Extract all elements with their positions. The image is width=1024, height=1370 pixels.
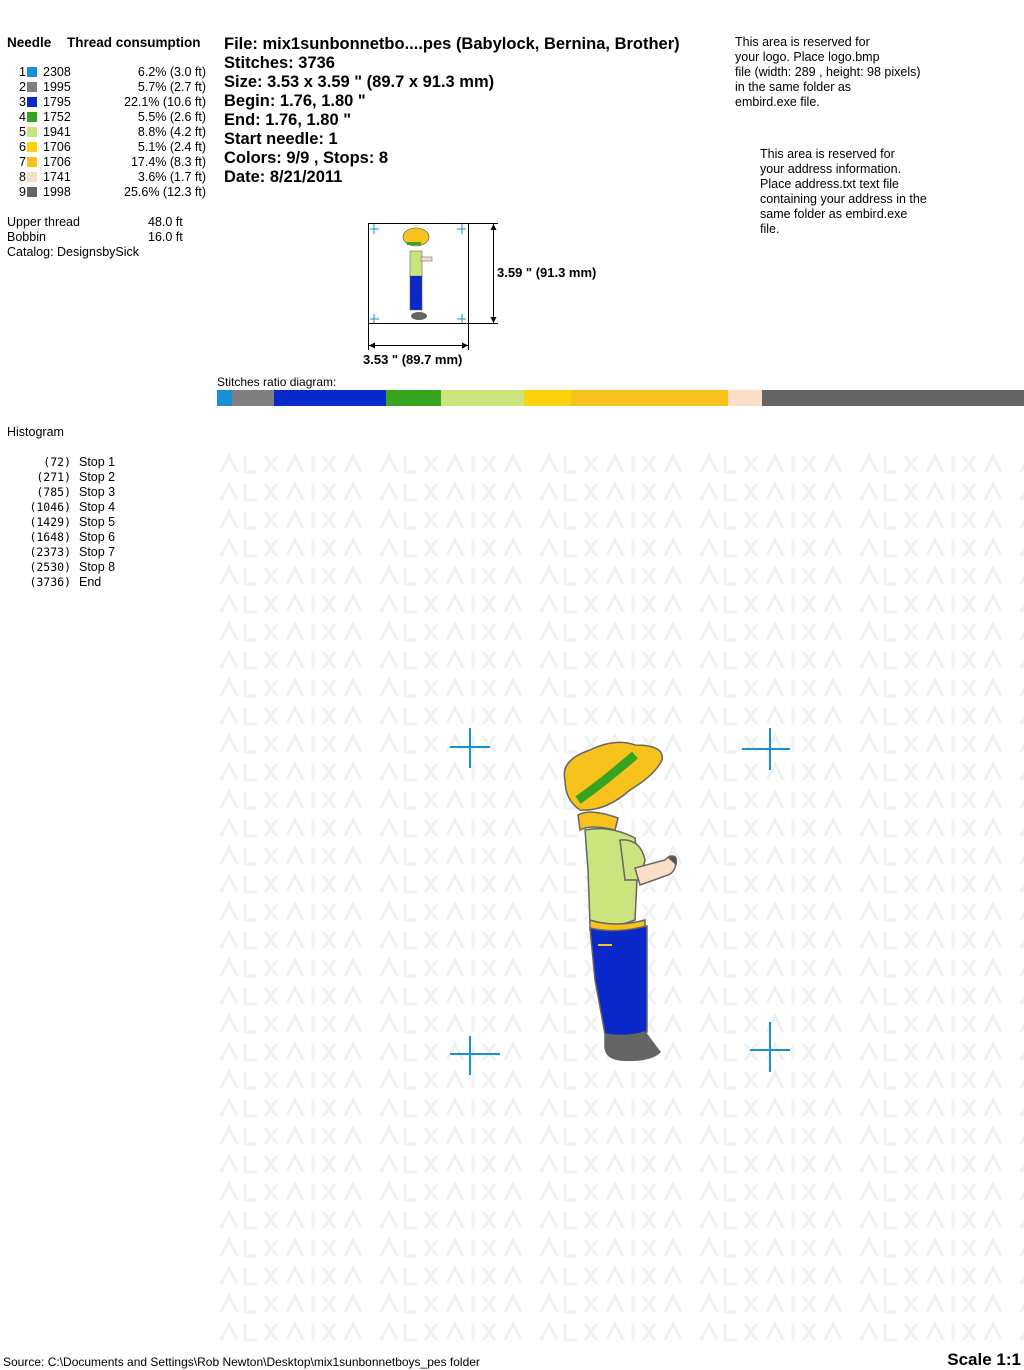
address-note-line: same folder as embird.exe	[760, 207, 908, 221]
needle-number: 5	[19, 125, 26, 139]
histogram-row	[7, 575, 207, 590]
ratio-segment	[386, 390, 442, 406]
stop-label: Stop 4	[79, 500, 116, 514]
source-path: Source: C:\Documents and Settings\Rob Newton\Desktop\mix1sunbonnetboys_pes folder	[3, 1355, 480, 1369]
logo-note-line: This area is reserved for	[735, 35, 870, 49]
address-note-line: Place address.txt text file	[760, 177, 899, 191]
address-note-line: This area is reserved for	[760, 147, 895, 161]
needle-header: Needle	[7, 35, 52, 50]
stop-label: Stop 5	[79, 515, 116, 529]
thread-consumption: 17.4% (8.3 ft)	[130, 155, 206, 169]
ratio-segment	[441, 390, 523, 406]
design-size: Size: 3.53 x 3.59 " (89.7 x 91.3 mm)	[224, 73, 495, 91]
ratio-segment	[571, 390, 728, 406]
thread-color-swatch	[27, 112, 37, 122]
needle-row	[7, 140, 212, 155]
needle-row	[7, 185, 212, 200]
ratio-diagram-label: Stitches ratio diagram:	[217, 375, 337, 389]
thread-consumption: 8.8% (4.2 ft)	[137, 125, 206, 139]
needle-number: 3	[19, 95, 26, 109]
histogram-row	[7, 560, 207, 575]
address-note	[760, 147, 927, 237]
needle-row	[7, 125, 212, 140]
thread-consumption: 25.6% (12.3 ft)	[124, 185, 206, 199]
thread-color-swatch	[27, 157, 37, 167]
logo-note-line: in the same folder as	[735, 80, 852, 94]
upper-thread-value: 48.0 ft	[148, 215, 183, 229]
thread-code: 2308	[43, 65, 71, 79]
thread-color-swatch	[27, 187, 37, 197]
logo-note	[735, 35, 921, 110]
file-name: File: mix1sunbonnetbo....pes (Babylock, Bernina, Brother)	[224, 35, 680, 53]
stitch-count-at-stop: (785)	[36, 485, 71, 499]
histogram-row	[7, 485, 207, 500]
address-note-line: containing your address in the	[760, 192, 927, 206]
stop-label: Stop 6	[79, 530, 116, 544]
stop-label: Stop 7	[79, 545, 116, 559]
histogram-row	[7, 545, 207, 560]
sunbonnet-boy-icon	[564, 742, 676, 1060]
histogram-row	[7, 530, 207, 545]
start-needle: Start needle: 1	[224, 130, 338, 148]
stitch-count-at-stop: (1046)	[29, 500, 71, 514]
needle-number: 1	[19, 65, 26, 79]
thread-code: 1998	[43, 185, 71, 199]
stitch-count-at-stop: (1648)	[29, 530, 71, 544]
thread-consumption: 5.7% (2.7 ft)	[137, 80, 206, 94]
logo-note-line: file (width: 289 , height: 98 pixels)	[735, 65, 921, 79]
design-preview	[440, 720, 810, 1090]
height-dimension: 3.59 " (91.3 mm)	[497, 265, 597, 280]
ratio-segment	[524, 390, 572, 406]
thread-code: 1706	[43, 155, 71, 169]
crosshair-icon	[450, 1036, 500, 1075]
thread-consumption: 6.2% (3.0 ft)	[137, 65, 206, 79]
stop-label: Stop 8	[79, 560, 116, 574]
thread-code: 1995	[43, 80, 71, 94]
needle-row	[7, 155, 212, 170]
thread-code: 1741	[43, 170, 71, 184]
thread-color-swatch	[27, 82, 37, 92]
thread-color-swatch	[27, 67, 37, 77]
bobbin-label: Bobbin	[7, 230, 46, 244]
begin-position: Begin: 1.76, 1.80 "	[224, 92, 366, 110]
thread-color-swatch	[27, 142, 37, 152]
needle-row	[7, 65, 212, 80]
thread-color-swatch	[27, 172, 37, 182]
ratio-segment	[274, 390, 385, 406]
stitch-count-at-stop: (1429)	[29, 515, 71, 529]
thread-color-swatch	[27, 97, 37, 107]
needle-number: 9	[19, 185, 26, 199]
needle-number: 6	[19, 140, 26, 154]
design-date: Date: 8/21/2011	[224, 168, 343, 186]
thread-consumption: 5.1% (2.4 ft)	[137, 140, 206, 154]
histogram-row	[7, 470, 207, 485]
crosshair-icon	[750, 1022, 790, 1072]
histogram-row	[7, 515, 207, 530]
end-position: End: 1.76, 1.80 "	[224, 111, 352, 129]
catalog-label: Catalog: DesignsbySick	[7, 245, 140, 259]
needle-row	[7, 95, 212, 110]
scale-label: Scale 1:1	[947, 1350, 1021, 1369]
ratio-segment	[217, 390, 232, 406]
crosshair-icon	[742, 728, 790, 770]
stop-label: Stop 1	[79, 455, 116, 469]
thread-consumption: 5.5% (2.6 ft)	[137, 110, 206, 124]
thread-code: 1706	[43, 140, 71, 154]
needle-row	[7, 170, 212, 185]
crosshair-icon	[450, 728, 490, 768]
stitch-count-at-stop: (271)	[36, 470, 71, 484]
stitches-ratio-bar	[217, 390, 1024, 406]
address-note-line: your address information.	[760, 162, 902, 176]
stitch-count-at-stop: (2530)	[29, 560, 71, 574]
address-note-line: file.	[760, 222, 780, 236]
stitch-count-at-stop: (2373)	[29, 545, 71, 559]
thread-consumption: 22.1% (10.6 ft)	[124, 95, 206, 109]
histogram-row	[7, 455, 207, 470]
histogram-row	[7, 500, 207, 515]
thumbnail-preview	[360, 215, 620, 375]
thread-color-swatch	[27, 127, 37, 137]
stop-label: Stop 2	[79, 470, 116, 484]
needle-row	[7, 80, 212, 95]
stop-label: End	[79, 575, 102, 589]
histogram-title: Histogram	[7, 425, 64, 439]
stitch-count-at-stop: (3736)	[29, 575, 71, 589]
ratio-segment	[762, 390, 1024, 406]
ratio-segment	[728, 390, 762, 406]
logo-note-line: your logo. Place logo.bmp	[735, 50, 880, 64]
thread-code: 1795	[43, 95, 71, 109]
bobbin-value: 16.0 ft	[148, 230, 183, 244]
upper-thread-label: Upper thread	[7, 215, 80, 229]
thread-code: 1941	[43, 125, 71, 139]
width-dimension: 3.53 " (89.7 mm)	[363, 352, 463, 367]
colors-stops: Colors: 9/9 , Stops: 8	[224, 149, 389, 167]
thread-code: 1752	[43, 110, 71, 124]
stitch-count-at-stop: (72)	[43, 455, 71, 469]
needle-number: 2	[19, 80, 26, 94]
needle-number: 4	[19, 110, 26, 124]
logo-note-line: embird.exe file.	[735, 95, 820, 109]
needle-number: 7	[19, 155, 26, 169]
thread-consumption: 3.6% (1.7 ft)	[137, 170, 206, 184]
needle-row	[7, 110, 212, 125]
needle-number: 8	[19, 170, 26, 184]
ratio-segment	[232, 390, 274, 406]
stop-label: Stop 3	[79, 485, 116, 499]
thread-consumption-header: Thread consumption	[67, 35, 201, 50]
stitch-count: Stitches: 3736	[224, 54, 335, 72]
